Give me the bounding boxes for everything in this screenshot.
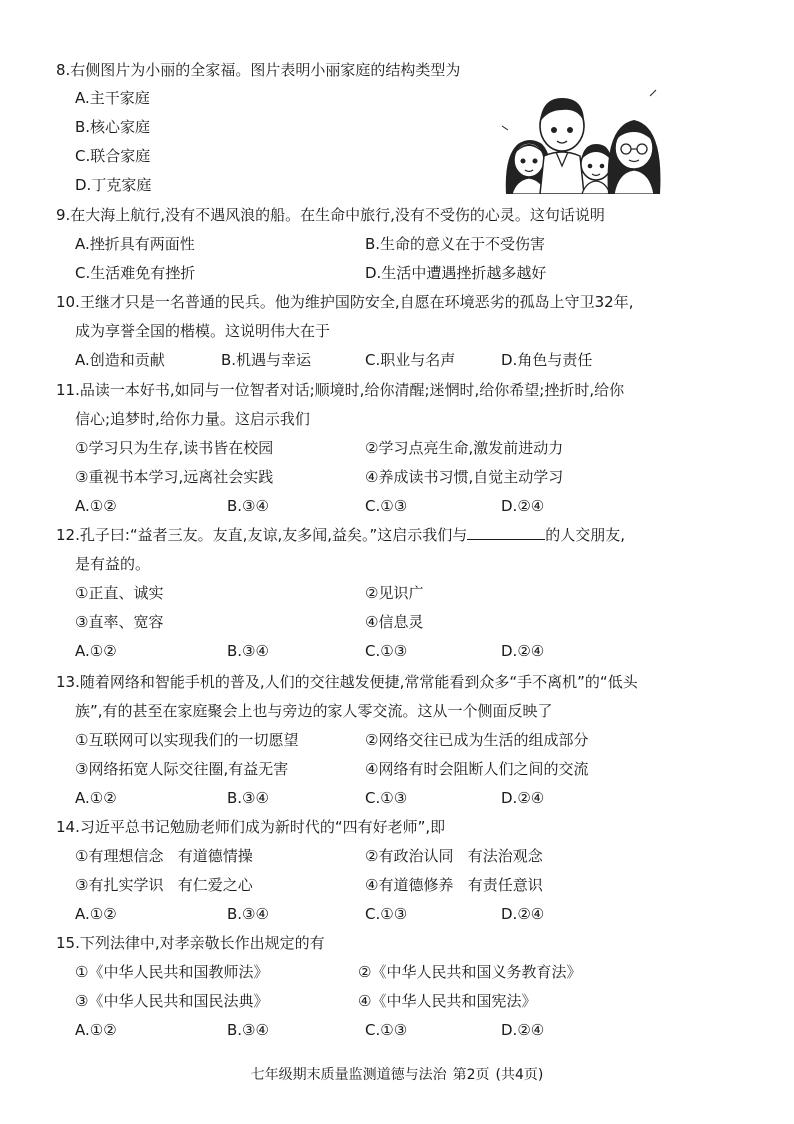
q8-option-a: A.主干家庭 bbox=[75, 89, 150, 107]
q14-option-d: D.②④ bbox=[501, 905, 545, 923]
q13-stem-line2: 族”,有的甚至在家庭聚会上也与旁边的家人零交流。这从一个侧面反映了 bbox=[75, 702, 553, 720]
q14-item-4: ④有道德修养 有责任意识 bbox=[365, 876, 543, 894]
q13-item-3: ③网络拓宽人际交往圈,有益无害 bbox=[75, 760, 289, 778]
q13-option-a: A.①② bbox=[75, 789, 117, 807]
q10-option-a: A.创造和贡献 bbox=[75, 351, 165, 369]
q9-option-a: A.挫折具有两面性 bbox=[75, 235, 195, 253]
q9-option-b: B.生命的意义在于不受伤害 bbox=[365, 235, 546, 253]
q8-option-c: C.联合家庭 bbox=[75, 147, 151, 165]
q15-option-a: A.①② bbox=[75, 1021, 117, 1039]
q13-option-b: B.③④ bbox=[227, 789, 269, 807]
q8-stem: 8.右侧图片为小丽的全家福。图片表明小丽家庭的结构类型为 bbox=[56, 61, 461, 79]
q15-stem: 15.下列法律中,对孝亲敬长作出规定的有 bbox=[56, 934, 325, 952]
q12-fill-blank bbox=[467, 525, 545, 540]
q13-item-2: ②网络交往已成为生活的组成部分 bbox=[365, 731, 589, 749]
q14-item-3: ③有扎实学识 有仁爱之心 bbox=[75, 876, 253, 894]
q10-stem-line2: 成为享誉全国的楷模。这说明伟大在于 bbox=[75, 322, 331, 340]
q13-option-d: D.②④ bbox=[501, 789, 545, 807]
q15-item-4: ④《中华人民共和国宪法》 bbox=[358, 992, 537, 1010]
q12-option-d: D.②④ bbox=[501, 642, 545, 660]
q9-option-d: D.生活中遭遇挫折越多越好 bbox=[365, 264, 547, 282]
q10-option-b: B.机遇与幸运 bbox=[221, 351, 312, 369]
q11-option-d: D.②④ bbox=[501, 497, 545, 515]
q10-stem-line1: 10.王继才只是一名普通的民兵。他为维护国防安全,自愿在环境恶劣的孤岛上守卫32年, bbox=[56, 293, 634, 311]
q10-option-c: C.职业与名声 bbox=[365, 351, 456, 369]
q12-stem-line2: 是有益的。 bbox=[75, 555, 151, 573]
mother-figure bbox=[608, 120, 661, 194]
q14-option-b: B.③④ bbox=[227, 905, 269, 923]
q14-item-1: ①有理想信念 有道德情操 bbox=[75, 847, 253, 865]
q14-option-c: C.①③ bbox=[365, 905, 408, 923]
q13-item-4: ④网络有时会阻断人们之间的交流 bbox=[365, 760, 589, 778]
footer-page-number: 第2页 bbox=[452, 1067, 490, 1083]
q15-option-c: C.①③ bbox=[365, 1021, 408, 1039]
q8-option-b: B.核心家庭 bbox=[75, 118, 151, 136]
father-figure bbox=[540, 98, 584, 194]
q11-item-3: ③重视书本学习,远离社会实践 bbox=[75, 468, 274, 486]
family-photo-illustration bbox=[500, 86, 665, 194]
q12-item-2: ②见识广 bbox=[365, 584, 424, 602]
q12-item-1: ①正直、诚实 bbox=[75, 584, 164, 602]
q11-option-b: B.③④ bbox=[227, 497, 269, 515]
q15-option-d: D.②④ bbox=[501, 1021, 545, 1039]
q15-option-b: B.③④ bbox=[227, 1021, 269, 1039]
q11-option-c: C.①③ bbox=[365, 497, 408, 515]
q11-item-1: ①学习只为生存,读书皆在校园 bbox=[75, 439, 274, 457]
q15-item-2: ②《中华人民共和国义务教育法》 bbox=[358, 963, 582, 981]
q15-item-3: ③《中华人民共和国民法典》 bbox=[75, 992, 269, 1010]
q9-stem: 9.在大海上航行,没有不遇风浪的船。在生命中旅行,没有不受伤的心灵。这句话说明 bbox=[56, 206, 605, 224]
q13-stem-line1: 13.随着网络和智能手机的普及,人们的交往越发便捷,常常能看到众多“手不离机”的“低头 bbox=[56, 673, 638, 691]
q11-item-4: ④养成读书习惯,自觉主动学习 bbox=[365, 468, 564, 486]
q11-stem-line2: 信心;追梦时,给你力量。这启示我们 bbox=[75, 410, 310, 428]
q9-option-c: C.生活难免有挫折 bbox=[75, 264, 196, 282]
q11-stem-line1: 11.品读一本好书,如同与一位智者对话;顺境时,给你清醒;迷惘时,给你希望;挫折时,给你 bbox=[56, 381, 625, 399]
q14-item-2: ②有政治认同 有法治观念 bbox=[365, 847, 543, 865]
q12-stem-part1: 12.孔子曰:“益者三友。友直,友谅,友多闻,益矣。”这启示我们与 bbox=[56, 526, 468, 544]
q12-item-3: ③直率、宽容 bbox=[75, 613, 164, 631]
page-footer bbox=[0, 1064, 794, 1084]
boy-figure bbox=[581, 144, 611, 194]
q11-option-a: A.①② bbox=[75, 497, 117, 515]
q8-option-d: D.丁克家庭 bbox=[75, 176, 152, 194]
footer-total-pages: (共4页) bbox=[495, 1067, 544, 1083]
footer-title: 七年级期末质量监测道德与法治 bbox=[250, 1067, 447, 1083]
q13-item-1: ①互联网可以实现我们的一切愿望 bbox=[75, 731, 299, 749]
q12-item-4: ④信息灵 bbox=[365, 613, 424, 631]
q14-option-a: A.①② bbox=[75, 905, 117, 923]
q12-stem-part2: 的人交朋友, bbox=[545, 526, 626, 544]
q12-option-c: C.①③ bbox=[365, 642, 408, 660]
q13-option-c: C.①③ bbox=[365, 789, 408, 807]
q10-option-d: D.角色与责任 bbox=[501, 351, 593, 369]
q12-option-a: A.①② bbox=[75, 642, 117, 660]
q12-stem-line1 bbox=[56, 525, 625, 545]
q12-option-b: B.③④ bbox=[227, 642, 269, 660]
q14-stem: 14.习近平总书记勉励老师们成为新时代的“四有好老师”,即 bbox=[56, 818, 446, 836]
q15-item-1: ①《中华人民共和国教师法》 bbox=[75, 963, 269, 981]
q11-item-2: ②学习点亮生命,激发前进动力 bbox=[365, 439, 564, 457]
